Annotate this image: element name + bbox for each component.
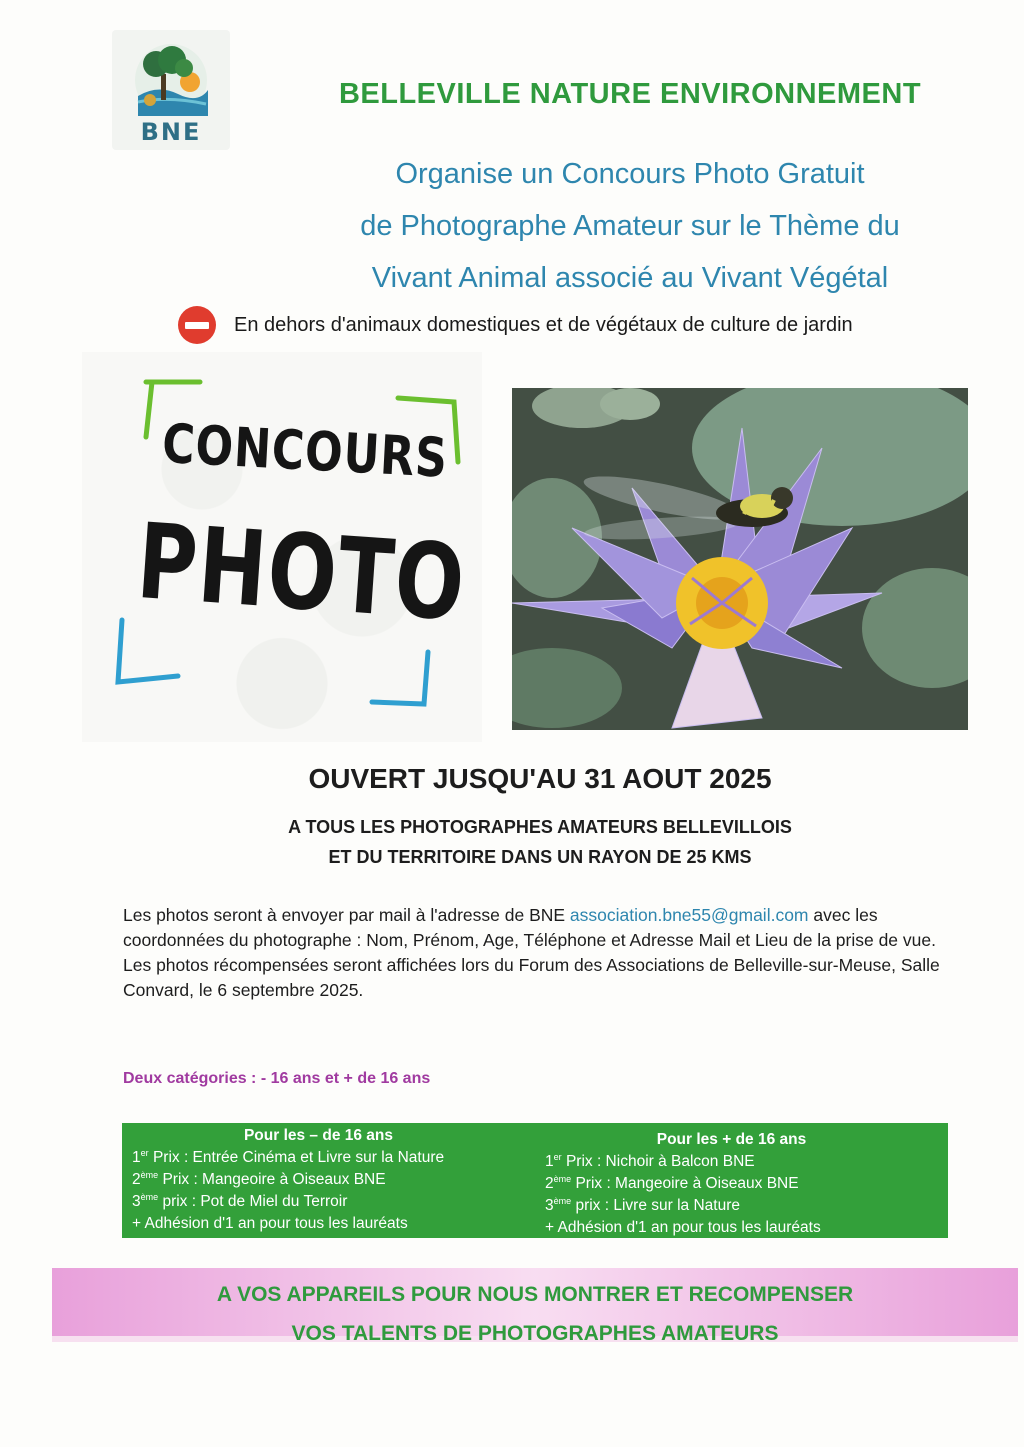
tree-landscape-icon xyxy=(128,38,214,118)
email-link[interactable]: association.bne55@gmail.com xyxy=(569,905,809,925)
water-lily-dragonfly-photo xyxy=(512,388,968,730)
prize-second: 2ème Prix : Mangeoire à Oiseaux BNE xyxy=(132,1169,386,1188)
exclusion-text: En dehors d'animaux domestiques et de végétaux de culture de jardin xyxy=(234,313,853,336)
prize-membership: + Adhésion d'1 an pour tous les lauréats xyxy=(545,1219,821,1236)
prize-membership: + Adhésion d'1 an pour tous les lauréats xyxy=(132,1215,408,1232)
prize-third: 3ème prix : Pot de Miel du Terroir xyxy=(132,1191,348,1210)
audience xyxy=(200,812,880,872)
prize-first: 1er Prix : Nichoir à Balcon BNE xyxy=(545,1151,755,1170)
submission-text: Les photos seront à envoyer par mail à l'adresse de BNE xyxy=(123,905,570,925)
concours-word: CONCOURS xyxy=(160,412,450,490)
concours-photo-graphic xyxy=(82,352,482,742)
submission-paragraph xyxy=(123,903,953,953)
subtitle-line: de Photographe Amateur sur le Thème du xyxy=(360,210,900,242)
exclusion-notice xyxy=(178,306,853,344)
prizes-under-16 xyxy=(122,1123,535,1238)
subtitle-line: Organise un Concours Photo Gratuit xyxy=(395,158,865,190)
prize-third: 3ème prix : Livre sur la Nature xyxy=(545,1195,740,1214)
subtitle xyxy=(260,148,1000,304)
prize-heading: Pour les – de 16 ans xyxy=(243,1127,394,1144)
prize-first: 1er Prix : Entrée Cinéma et Livre sur la Nature xyxy=(132,1147,445,1166)
photo-word: PHOTO xyxy=(133,500,470,645)
prize-second: 2ème Prix : Mangeoire à Oiseaux BNE xyxy=(545,1173,799,1192)
audience-line: ET DU TERRITOIRE DANS UN RAYON DE 25 KMS xyxy=(328,847,752,867)
forum-paragraph: Les photos récompensées seront affichées lors du Forum des Associations de Belleville-sur-Meuse, Salle Convard, le 6 septembre 2025. xyxy=(123,955,940,1000)
cta-line-1: A VOS APPAREILS POUR NOUS MONTRER ET RECOMPENSER xyxy=(216,1283,854,1306)
audience-line: A TOUS LES PHOTOGRAPHES AMATEURS BELLEVILLOIS xyxy=(288,817,792,837)
deadline: OUVERT JUSQU'AU 31 AOUT 2025 xyxy=(308,763,772,794)
subtitle-line: Vivant Animal associé au Vivant Végétal xyxy=(371,262,889,294)
no-entry-icon xyxy=(178,306,216,344)
prizes-over-16 xyxy=(535,1123,948,1238)
bne-logo xyxy=(112,30,230,150)
categories-label: Deux catégories : - 16 ans et + de 16 ans xyxy=(123,1070,431,1087)
logo-text: BNE xyxy=(140,118,202,146)
cta-line-2: VOS TALENTS DE PHOTOGRAPHES AMATEURS xyxy=(291,1322,779,1345)
prize-heading: Pour les + de 16 ans xyxy=(656,1131,807,1148)
submission-details xyxy=(123,903,953,1003)
organization-title: BELLEVILLE NATURE ENVIRONNEMENT xyxy=(338,78,922,110)
prizes-table xyxy=(122,1123,948,1238)
submission-text-continued: avec les coordonnées du photographe : Nom, Prénom, Age, Téléphone et Adresse Mail et Lieu de la prise de vue. xyxy=(123,905,936,950)
